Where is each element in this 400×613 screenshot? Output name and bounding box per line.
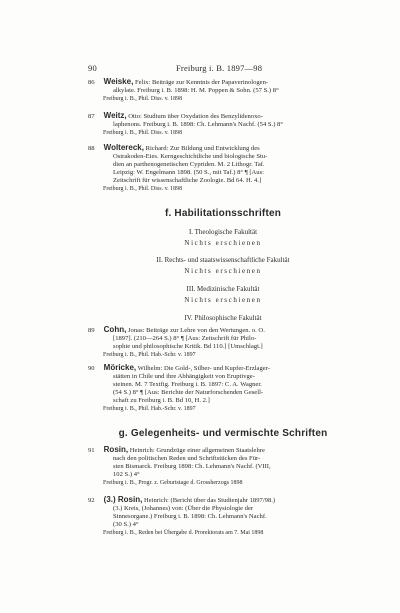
entry-text: (3.) Kreis, (Johannes) von: (Über die Physiologie der (113, 505, 254, 513)
entry-number: 92 (88, 497, 95, 504)
entry-text: schaft zu Freiburg i. B. Bd 10, H. 2.] (113, 397, 210, 405)
entry-text: sophie und philosophische Kritik. Bd 110.] [Umschlagt.] (113, 343, 263, 351)
entry-text: sten Bismarck. Freiburg 1898: Ch. Lehmann's Nachf. (VIII, (113, 463, 271, 471)
entry-text: Richard: Zur Bildung und Entwicklung des (145, 145, 260, 152)
entry-text: laphenons. Freiburg i. B. 1898: Ch. Lehmann's Nachf. (54 S.) 8° (113, 121, 283, 129)
entry-number: 90 (88, 365, 95, 372)
faculty-status: Nichts erschienen (184, 296, 262, 304)
faculty-title: III. Medizinische Fakultät (186, 285, 260, 293)
author-name: Weitz, (103, 112, 127, 120)
section-heading: f. Habilitationsschriften (164, 208, 282, 219)
entry-text: steinen. M. 7 Textfig. Freiburg i. B. 1897: C. A. Wagner. (113, 381, 262, 389)
entry-text: Zeitschrift für wissenschaftliche Zoologie. Bd 64. H. 4.] (113, 177, 262, 185)
entry-text: Wilhelm: Die Gold-, Silber- und Kupfer-Erzlager- (137, 365, 270, 372)
entry-note: Freiburg i. B., Phil. Hab.-Schr. v. 1897 (103, 406, 196, 413)
list-item (88, 364, 358, 414)
entry-number: 91 (88, 447, 95, 454)
entry-text: dien an parthenogenetischen Cypriden. M. 2 Lithogr. Taf. (113, 161, 265, 169)
entry-note: Freiburg i. B., Phil. Diss. v. 1898 (103, 96, 183, 103)
entry-note: Freiburg i. B., Phil. Diss. v. 1898 (103, 186, 183, 193)
list-item (88, 446, 358, 487)
faculty-title: I. Theologische Fakultät (188, 228, 258, 236)
entry-note: Freiburg i. B., Phil. Hab.-Schr. v. 1897 (103, 352, 196, 359)
entry-number: 87 (88, 113, 95, 120)
entry-note: Freiburg i. B., Reden bei Übergabe d. Prorektorats am 7. Mai 1898 (103, 530, 264, 537)
author-name: Cohn, (103, 326, 127, 334)
list-item (88, 496, 358, 537)
faculty-status: Nichts erschienen (184, 267, 262, 275)
faculty-title: IV. Philosophische Fakultät (184, 314, 262, 322)
list-item (88, 112, 358, 137)
entry-number: 86 (88, 79, 95, 86)
page-number: 90 (88, 63, 97, 73)
entry-note: Freiburg i. B., Phil. Diss. v. 1898 (103, 130, 183, 137)
entry-text: Heinrich: Grundzüge einer allgemeinen Staatslehre (129, 447, 265, 454)
list-item (88, 144, 358, 194)
author-name: Rosin, (103, 446, 129, 454)
entry-text: (54 S.) 8° ¶ [Aus: Berichte der Naturforschenden Gesell- (113, 389, 264, 397)
author-name: (3.) Rosin, (103, 496, 143, 504)
faculty-title: II. Rechts- und staatswissenschaftliche Fakultät (156, 256, 290, 264)
entry-text: (30 S.) 4° (113, 521, 139, 529)
author-name: Woltereck, (103, 144, 144, 152)
list-item (88, 78, 358, 103)
entry-text: Jonas: Beiträge zur Lehre von den Wertungen. o. O. (127, 327, 265, 334)
entry-text: [1897]. (210—264 S.) 8° ¶ [Aus: Zeitschrift für Philo- (113, 335, 257, 343)
entry-text: stätten in Chile und ihre Abhängigkeit von Eruptivge- (113, 373, 255, 381)
author-name: Möricke, (103, 364, 137, 372)
entry-text: Leipzig: W. Engelmann 1898. (50 S., mit Taf.) 8° ¶ [Aus: (113, 169, 265, 177)
entry-text: 102 S.) 4° (113, 471, 140, 479)
entry-number: 88 (88, 145, 95, 152)
faculty-status: Nichts erschienen (184, 239, 262, 247)
entry-text: Sinnesorgane.) Freiburg i. B. 1898: Ch. Lehmann's Nachf. (113, 513, 267, 521)
author-name: Weiske, (103, 78, 134, 86)
entry-text: Heinrich: (Bericht über das Studienjahr 1897/98.) (143, 497, 276, 504)
entry-text: Otto: Studium über Oxydation des Benzylidenoxo- (128, 113, 263, 120)
entry-text: Ostrakoden-Eies. Kerngeschichtliche und biologische Stu- (113, 153, 268, 161)
entry-number: 89 (88, 327, 95, 334)
entry-text: nach den politischen Reden und Schriftstücken des Für- (113, 455, 261, 463)
entry-note: Freiburg i. B., Progr. z. Geburtstage d. Grossherzogs 1898 (103, 480, 243, 487)
list-item (88, 326, 358, 359)
running-title: Freiburg i. B. 1897—98 (176, 63, 263, 73)
entry-text: alkylate. Freiburg i. B. 1898: H. M. Poppen & Sohn. (57 S.) 8° (113, 87, 279, 95)
entry-text: Felix: Beiträge zur Kenntnis der Papaverinologen- (134, 79, 269, 86)
section-heading: g. Gelegenheits- und vermischte Schriften (118, 428, 328, 439)
